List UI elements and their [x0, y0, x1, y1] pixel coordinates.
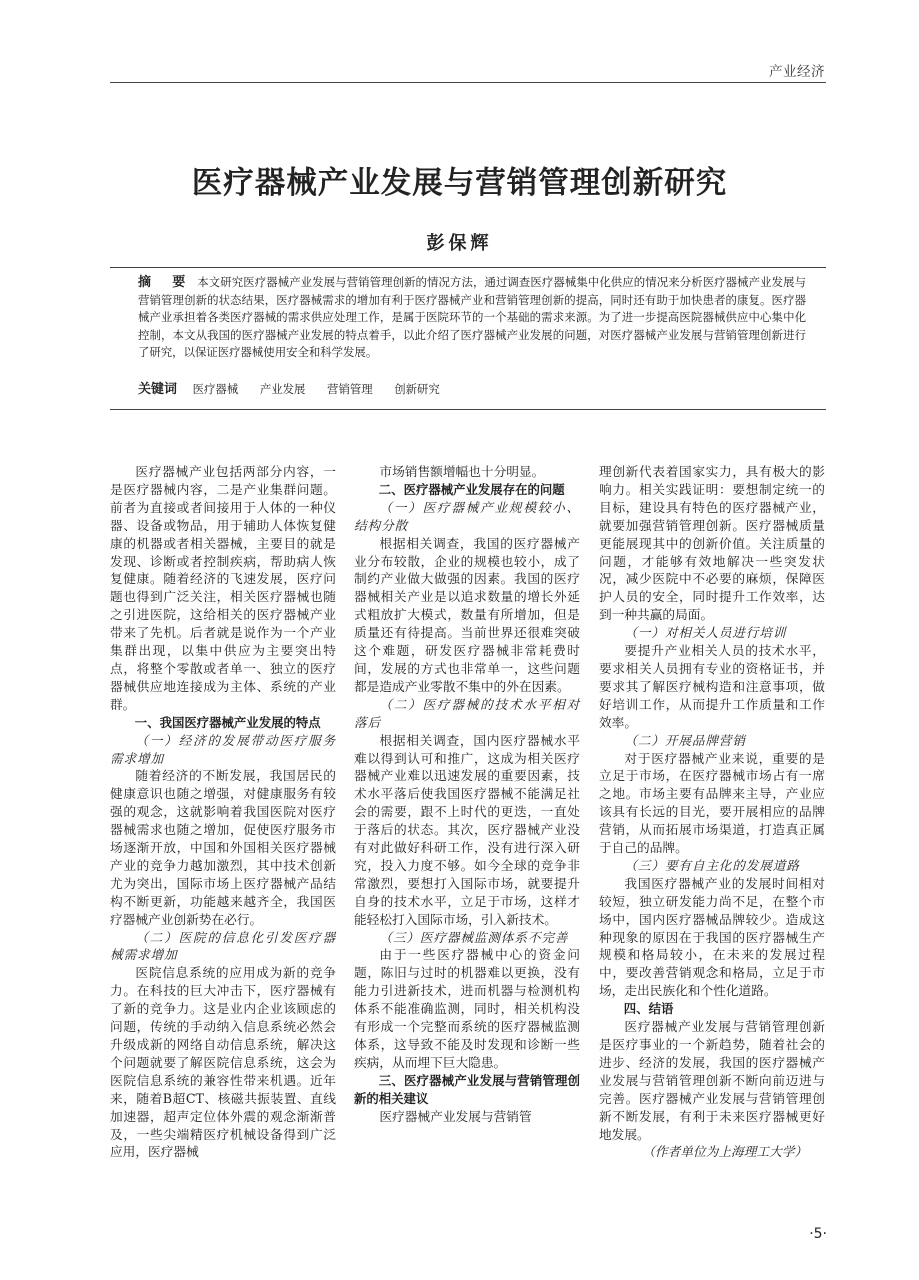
- section-heading: 一、我国医疗器械产业发展的特点: [134, 714, 321, 730]
- keyword: 营销管理: [327, 382, 373, 396]
- keyword: 医疗器械: [192, 382, 239, 396]
- paragraph: 根据相关调查，国内医疗器械水平难以得到认可和推广，这成为相关医疗器械产业难以迅速发展的重要因素，技术水平落后使我国医疗器械不能满足社会的需要，跟不上时代的更迭，一直处于落后的状态。其次，医疗器械产业没有对此做好科研工作，没有进行深入研究，投入力度不够。如今全球的竞争非常激烈，要想打入国际市场，就要提升自身的技术水平，立足于市场，这样才能轻松打入国际市场，引入新技术。: [354, 732, 580, 927]
- section-tag: 产业经济: [769, 64, 825, 80]
- subsection-heading: （三）医疗器械监测体系不完善: [379, 929, 569, 945]
- paragraph: 我国医疗器械产业的发展时间相对较短，独立研发能力尚不足，在整个市场中，国内医疗器械品牌较少。造成这种现象的原因在于我国的医疗器械生产规模和格局较小，在未来的发展过程中，要改善营销观念和格局，立足于市场，走出民族化和个性化道路。: [599, 875, 825, 999]
- paragraph: 随着经济的不断发展，我国居民的健康意识也随之增强，对健康服务有较强的观念，这就影响着我国医院对医疗器械需求也随之增加，促使医疗服务市场逐渐开放，中国和外国相关医疗器械产业的竞争力越加激烈，其中技术创新尤为突出，国际市场上医疗器械产品结构不断更新，功能越来越齐全，我国医疗器械产业创新势在必行。: [110, 768, 336, 927]
- author-affiliation: （作者单位为上海理工大学）: [642, 1144, 808, 1160]
- abstract-text: 本文研究医疗器械产业发展与营销管理创新的情况方法，通过调查医疗器械集中化供应的情况来分析医疗器械产业发展与营销管理创新的状态结果，医疗器械需求的增加有利于医疗器械产业和营销管理创新的提高，同时还有助于加快患者的康复。医疗器械产业承担着各类医疗器械的需求供应处理工作，是属于医院环节的一个基础的需求来源。为了进一步提高医院器械供应中心集中化控制，本文从我国的医疗器械产业发展的特点着手，以此介绍了医疗器械产业发展的问题，对医疗器械产业发展与营销管理创新进行了研究，以保证医疗器械使用安全和科学发展。: [138, 275, 806, 360]
- section-heading: 四、结语: [623, 1001, 674, 1017]
- page-number: ·5·: [809, 1226, 827, 1242]
- subsection-heading: （一）对相关人员进行培训: [624, 625, 787, 641]
- keywords-label: 关键词: [138, 382, 178, 397]
- header-rule: [110, 82, 826, 83]
- section-heading: 三、医疗器械产业发展与营销管理创新的相关建议: [354, 1072, 580, 1106]
- subsection-heading: （一）医疗器械产业规模较小、结构分散: [354, 499, 580, 533]
- keyword: 产业发展: [259, 382, 306, 396]
- paragraph: 理创新代表着国家实力，具有极大的影响力。相关实践证明：要想制定统一的目标，建设具有特色的医疗器械产业，就要加强营销管理创新。医疗器械质量更能展现其中的创新价值。关注质量的问题，才能够有效地解决一些突发状况，减少医院中不必要的麻烦，保障医护人员的安全，同时提升工作效率，达到一种共赢的局面。: [599, 464, 825, 623]
- subsection-heading: （二）医院的信息化引发医疗器械需求增加: [110, 929, 336, 963]
- paragraph: 市场销售额增幅也十分明显。: [379, 464, 545, 479]
- paragraph: 医疗器械产业发展与营销管: [379, 1108, 532, 1124]
- paragraph: 对于医疗器械产业来说，重要的是立足于市场，在医疗器械市场占有一席之地。市场主要有品牌来主导，产业应该具有长远的目光，要开展相应的品牌营销，从而拓展市场渠道，打造真正属于自己的品牌。: [599, 750, 825, 856]
- paragraph: 医疗器械产业包括两部分内容，一是医疗器械内容，二是产业集群问题。前者为直接或者间接用于人体的一种仪器、设备或物品，用于辅助人体恢复健康的机器或者相关器械，主要目的就是发现、诊断或者控制疾病，帮助病人恢复健康。随着经济的飞速发展，医疗问题也得到广泛关注，相关医疗器械也随之引进医院，这给相关的医疗器械产业带来了先机。后者就是说作为一个产业集群出现，以集中供应为主要突出特点，将整个零散或者单一、独立的医疗器械供应地连接成为主体、系统的产业群。: [110, 464, 336, 712]
- paragraph: 由于一些医疗器械中心的资金问题，陈旧与过时的机器难以更换，没有能力引进新技术，进而机器与检测机构体系不能准确监测，同时，相关机构没有形成一个完整而系统的医疗器械监测体系，这导致不能及时发现和诊断一些疾病，从而埋下巨大隐患。: [354, 947, 580, 1070]
- abstract-top-rule: [110, 267, 826, 268]
- subsection-heading: （二）医疗器械的技术水平相对落后: [354, 696, 580, 730]
- abstract-block: [138, 274, 806, 362]
- paragraph: 要提升产业相关人员的技术水平，要求相关人员拥有专业的资格证书，并要求其了解医疗械构造和注意事项，做好培训工作，从而提升工作质量和工作效率。: [599, 643, 825, 730]
- subsection-heading: （三）要有自主化的发展道路: [624, 857, 800, 873]
- body-column-3: [599, 463, 825, 1161]
- keywords-block: [138, 380, 806, 399]
- abstract-label: 摘 要: [138, 275, 190, 290]
- paragraph: 医疗器械产业发展与营销管理创新是医疗事业的一个新趋势，随着社会的进步、经济的发展，我国的医疗器械产业发展与营销管理创新不断向前迈进与完善。医疗器械产业发展与营销管理创新不断发展，有利于未来医疗器械更好地发展。: [599, 1019, 825, 1142]
- subsection-heading: （二）开展品牌营销: [624, 732, 746, 748]
- article-author: 彭保辉: [426, 233, 493, 254]
- body-column-2: [354, 463, 580, 1126]
- paragraph: 根据相关调查，我国的医疗器械产业分布较散，企业的规模也较小，成了制约产业做大做强的因素。我国的医疗器械相关产业是以追求数量的增长外延式粗放扩大模式，数量有所增加，但是质量还有待提高。当前世界还很难突破这个难题，研发医疗器械非常耗费时间，发展的方式也非常单一，这些问题都是造成产业零散不集中的外在因素。: [354, 535, 580, 694]
- article-title: 医疗器械产业发展与营销管理创新研究: [191, 166, 728, 201]
- body-column-1: [110, 463, 336, 1161]
- subsection-heading: （一）经济的发展带动医疗服务需求增加: [110, 732, 336, 766]
- section-heading: 二、医疗器械产业发展存在的问题: [378, 481, 565, 497]
- abstract-bottom-rule: [110, 409, 826, 410]
- paragraph: 医院信息系统的应用成为新的竞争力。在科技的巨大冲击下，医疗器械有了新的竞争力。这是业内企业该顾虑的问题，传统的手动纳入信息系统必然会升级成新的网络自动信息系统，解决这个问题就要了解医院信息系统，这会为医院信息系统的兼容性带来机遇。近年来，随着B超CT、核磁共振装置、直线加速器，超声定位体外震的观念渐渐普及，一些尖端精医疗机械设备得到广泛应用，医疗器械: [110, 965, 336, 1160]
- keyword: 创新研究: [394, 382, 440, 396]
